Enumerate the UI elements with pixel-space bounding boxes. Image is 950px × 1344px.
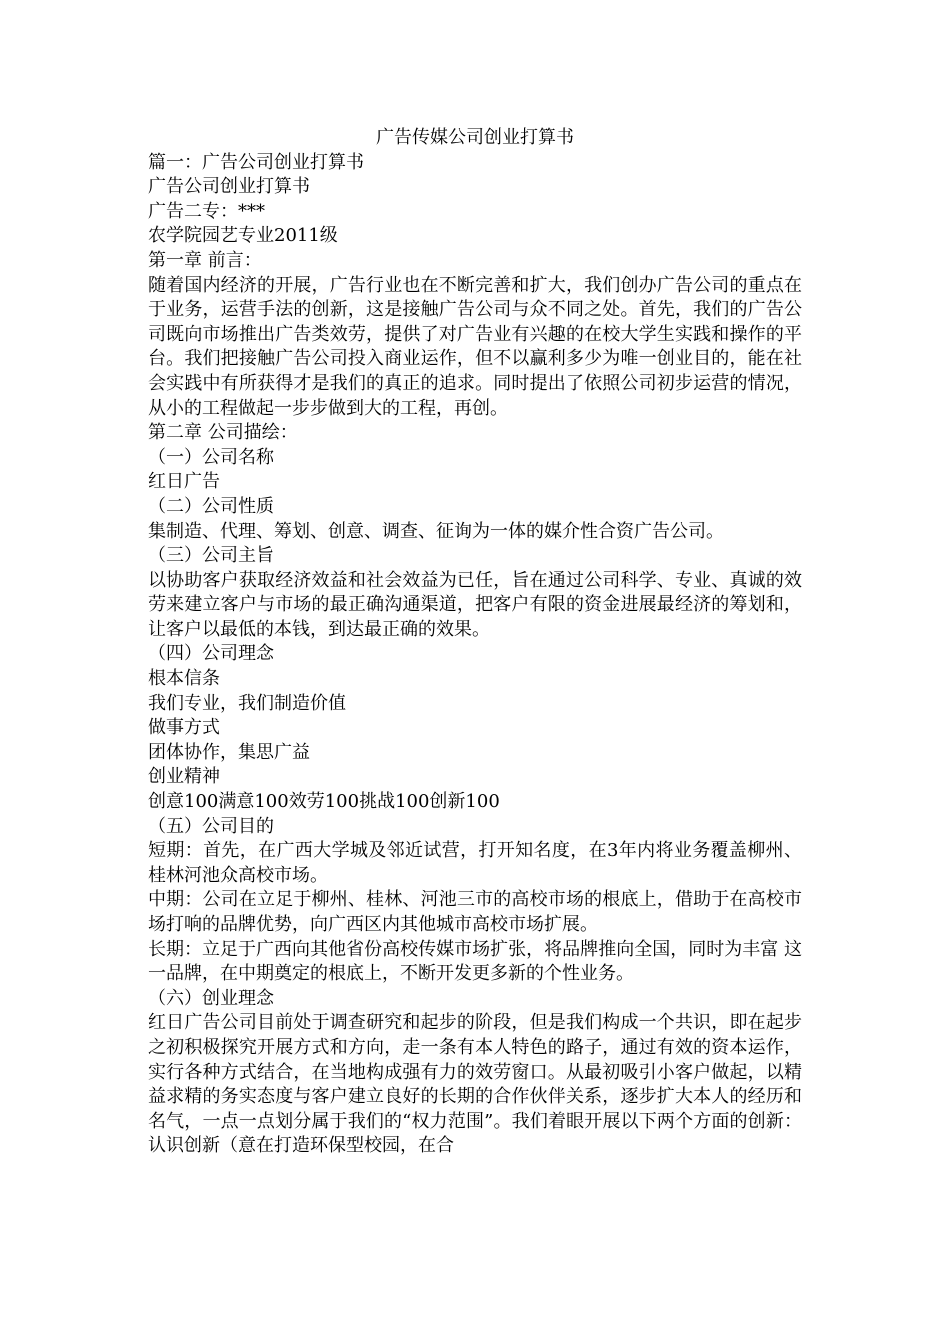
document-title: 广告传媒公司创业打算书 <box>376 127 574 148</box>
item-5-heading: （五）公司目的 <box>148 815 274 837</box>
section-heading-part1: 篇一：广告公司创业打算书 <box>148 151 364 173</box>
spirit-text: 创意100满意100效劳100挑战100创新100 <box>148 791 500 813</box>
startup-philosophy: 红日广告公司目前处于调查研究和起步的阶段，但是我们构成一个共识，即在起步之初积极探究开展方式和方向，走一条有本人特色的路子，通过有效的资本运作，实行各种方式结合，在当地构成强有力的效劳窗口。从最初吸引小客户做起，以精益求精的务实态度与客户建立良好的长期的合作伙伴关系，逐步扩大本人的经历和名气，一点一点划分属于我们的“权力范围”。我们着眼开展以下两个方面的创新：认识创新（意在打造环保型校园，在合 <box>148 1012 802 1157</box>
preface-paragraph: 随着国内经济的开展，广告行业也在不断完善和扩大，我们创办广告公司的重点在于业务，运营手法的创新，这是接触广告公司与众不同之处。首先，我们的广告公司既向市场推出广告类效劳，提供了对广告业有兴趣的在校大学生实践和操作的平台。我们把接触广告公司投入商业运作，但不以赢利多少为唯一创业目的，能在社会实践中有所获得才是我们的真正的追求。同时提出了依照公司初步运营的情况，从小的工程做起一步步做到大的工程，再创。 <box>148 274 802 419</box>
belief-text: 我们专业，我们制造价值 <box>148 692 346 714</box>
document-page <box>148 126 802 1159</box>
chapter-1-heading: 第一章 前言： <box>148 249 262 271</box>
document-body <box>148 151 802 1159</box>
item-3-heading: （三）公司主旨 <box>148 545 274 567</box>
style-label: 做事方式 <box>148 717 220 739</box>
goal-mid-term: 中期：公司在立足于柳州、桂林、河池三市的高校市场的根底上，借助于在高校市场打响的品牌优势，向广西区内其他城市高校市场扩展。 <box>148 889 802 935</box>
style-text: 团体协作，集思广益 <box>148 741 310 763</box>
item-2-heading: （二）公司性质 <box>148 495 274 517</box>
company-nature: 集制造、代理、筹划、创意、调查、征询为一体的媒介性合资广告公司。 <box>148 520 724 542</box>
item-1-heading: （一）公司名称 <box>148 446 274 468</box>
belief-label: 根本信条 <box>148 668 220 690</box>
item-4-heading: （四）公司理念 <box>148 643 274 665</box>
goal-short-term: 短期：首先，在广西大学城及邻近试营，打开知名度，在3年内将业务覆盖柳州、桂林河池众高校市场。 <box>148 840 802 886</box>
author-dept: 农学院园艺专业2011级 <box>148 225 338 247</box>
spirit-label: 创业精神 <box>148 766 220 788</box>
subtitle: 广告公司创业打算书 <box>148 176 310 198</box>
company-purpose: 以协助客户获取经济效益和社会效益为已任，旨在通过公司科学、专业、真诚的效劳来建立客户与市场的最正确沟通渠道，把客户有限的资金进展最经济的筹划和，让客户以最低的本钱，到达最正确的效果。 <box>148 569 802 640</box>
goal-long-term: 长期：立足于广西向其他省份高校传媒市场扩张，将品牌推向全国，同时为丰富 这一品牌，在中期奠定的根底上，不断开发更多新的个性业务。 <box>148 938 802 985</box>
company-name: 红日广告 <box>148 471 220 493</box>
chapter-2-heading: 第二章 公司描绘： <box>148 422 298 444</box>
item-6-heading: （六）创业理念 <box>148 987 274 1009</box>
author-class: 广告二专：*** <box>148 200 265 222</box>
